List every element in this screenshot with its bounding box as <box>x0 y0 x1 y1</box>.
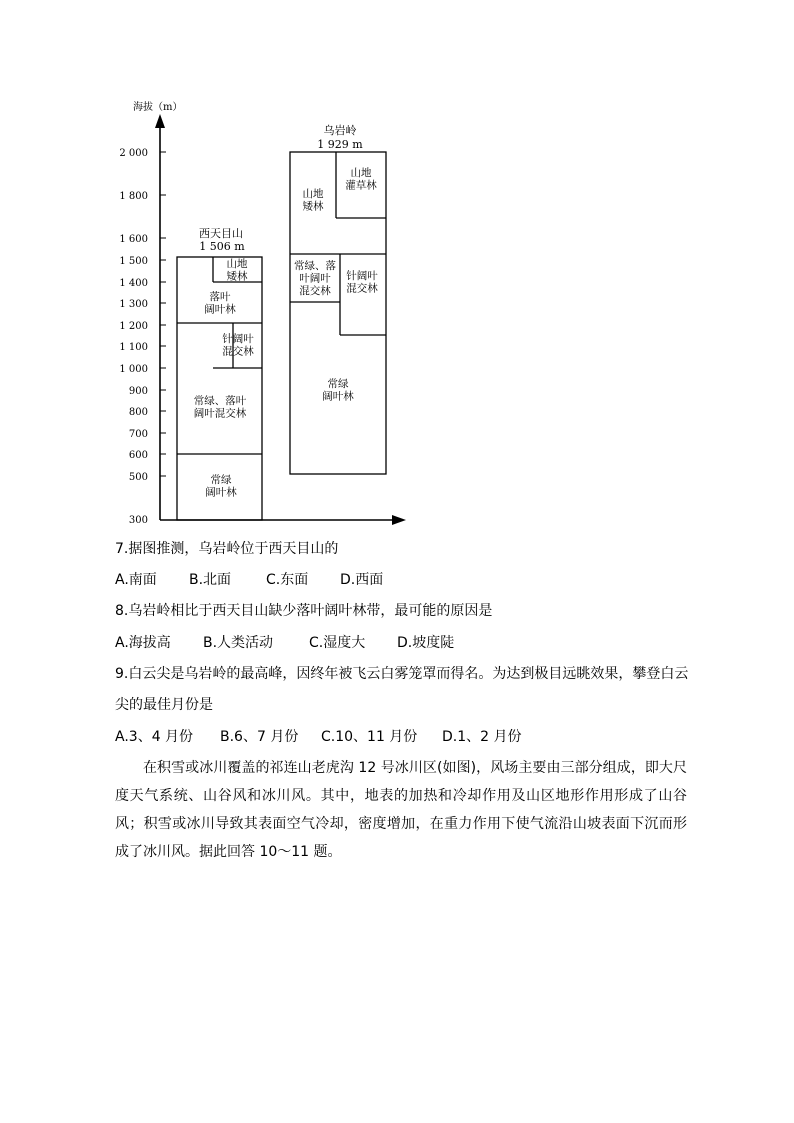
tick-label: 1 600 <box>119 234 148 245</box>
q8-option-c: C.湿度大 <box>309 635 366 651</box>
zone-label: 常绿阔叶林 <box>205 474 237 499</box>
q9-option-a: A.3、4 月份 <box>115 729 194 745</box>
zone-label: 山地矮林 <box>226 258 248 283</box>
q8-option-a: A.海拔高 <box>115 635 171 651</box>
q8-stem: 8.乌岩岭相比于西天目山缺少落叶阔叶林带，最可能的原因是 <box>115 603 493 619</box>
tick-label: 1 800 <box>119 191 148 202</box>
xitianmu-height: 1 506 m <box>199 240 245 253</box>
q7-option-b: B.北面 <box>189 572 232 588</box>
tick-label: 1 000 <box>119 364 148 375</box>
zone-label: 针阔叶混交林 <box>222 333 254 358</box>
y-ticks <box>119 148 148 526</box>
q9-option-d: D.1、2 月份 <box>442 729 522 745</box>
zone-label: 常绿、落叶阔叶混交林 <box>294 260 336 297</box>
zone-label: 针阔叶混交林 <box>346 270 378 295</box>
tick-label: 1 400 <box>119 278 148 289</box>
zone-label: 常绿阔叶林 <box>322 378 354 403</box>
tick-label: 800 <box>128 407 148 418</box>
zone-label: 山地矮林 <box>302 188 324 213</box>
tick-marks <box>160 152 166 476</box>
q9-stem-line2: 尖的最佳月份是 <box>115 697 213 713</box>
q7-option-a: A.南面 <box>115 572 157 588</box>
q9-option-b: B.6、7 月份 <box>220 729 299 745</box>
tick-label: 1 300 <box>119 299 148 310</box>
zone-label: 常绿、落叶阔叶混交林 <box>193 395 247 420</box>
tick-label: 300 <box>128 515 148 526</box>
tick-label: 500 <box>128 472 148 483</box>
q9-option-c: C.10、11 月份 <box>321 729 418 745</box>
xitianmu-name: 西天目山 <box>199 227 243 240</box>
wuyanling-height: 1 929 m <box>317 138 363 151</box>
tick-label: 1 100 <box>119 342 148 353</box>
x-axis-arrow <box>392 515 406 525</box>
tick-label: 600 <box>128 450 148 461</box>
wuyanling-name: 乌岩岭 <box>323 124 357 137</box>
y-axis-label: 海拔（m） <box>133 102 183 113</box>
q7-option-c: C.东面 <box>266 572 309 588</box>
q7-stem: 7.据图推测，乌岩岭位于西天目山的 <box>115 541 339 557</box>
zone-label: 落叶阔叶林 <box>204 291 236 316</box>
q8-option-d: D.坡度陡 <box>397 635 455 651</box>
q7-option-d: D.西面 <box>340 572 384 588</box>
passage: 在积雪或冰川覆盖的祁连山老虎沟 12 号冰川区(如图)，风场主要由三部分组成，即大尺度天气系统、山谷风和冰川风。其中，地表的加热和冷却作用及山区地形作用形成了山谷风；积雪或冰川导致其表面空气冷却，密度增加，在重力作用下使气流沿山坡表面下沉而形成了冰川风。据此回答 10～11 题。 <box>115 760 687 860</box>
tick-label: 1 200 <box>119 321 148 332</box>
tick-label: 1 500 <box>119 256 148 267</box>
zone-label: 山地灌草林 <box>345 167 377 192</box>
y-axis-arrow <box>155 114 165 128</box>
tick-label: 2 000 <box>119 148 148 159</box>
q9-stem-line1: 9.白云尖是乌岩岭的最高峰，因终年被飞云白雾笼罩而得名。为达到极目远眺效果，攀登白云 <box>115 666 689 682</box>
altitude-vegetation-figure <box>0 0 794 540</box>
tick-label: 700 <box>128 429 148 440</box>
tick-label: 900 <box>128 386 148 397</box>
q8-option-b: B.人类活动 <box>203 635 274 651</box>
